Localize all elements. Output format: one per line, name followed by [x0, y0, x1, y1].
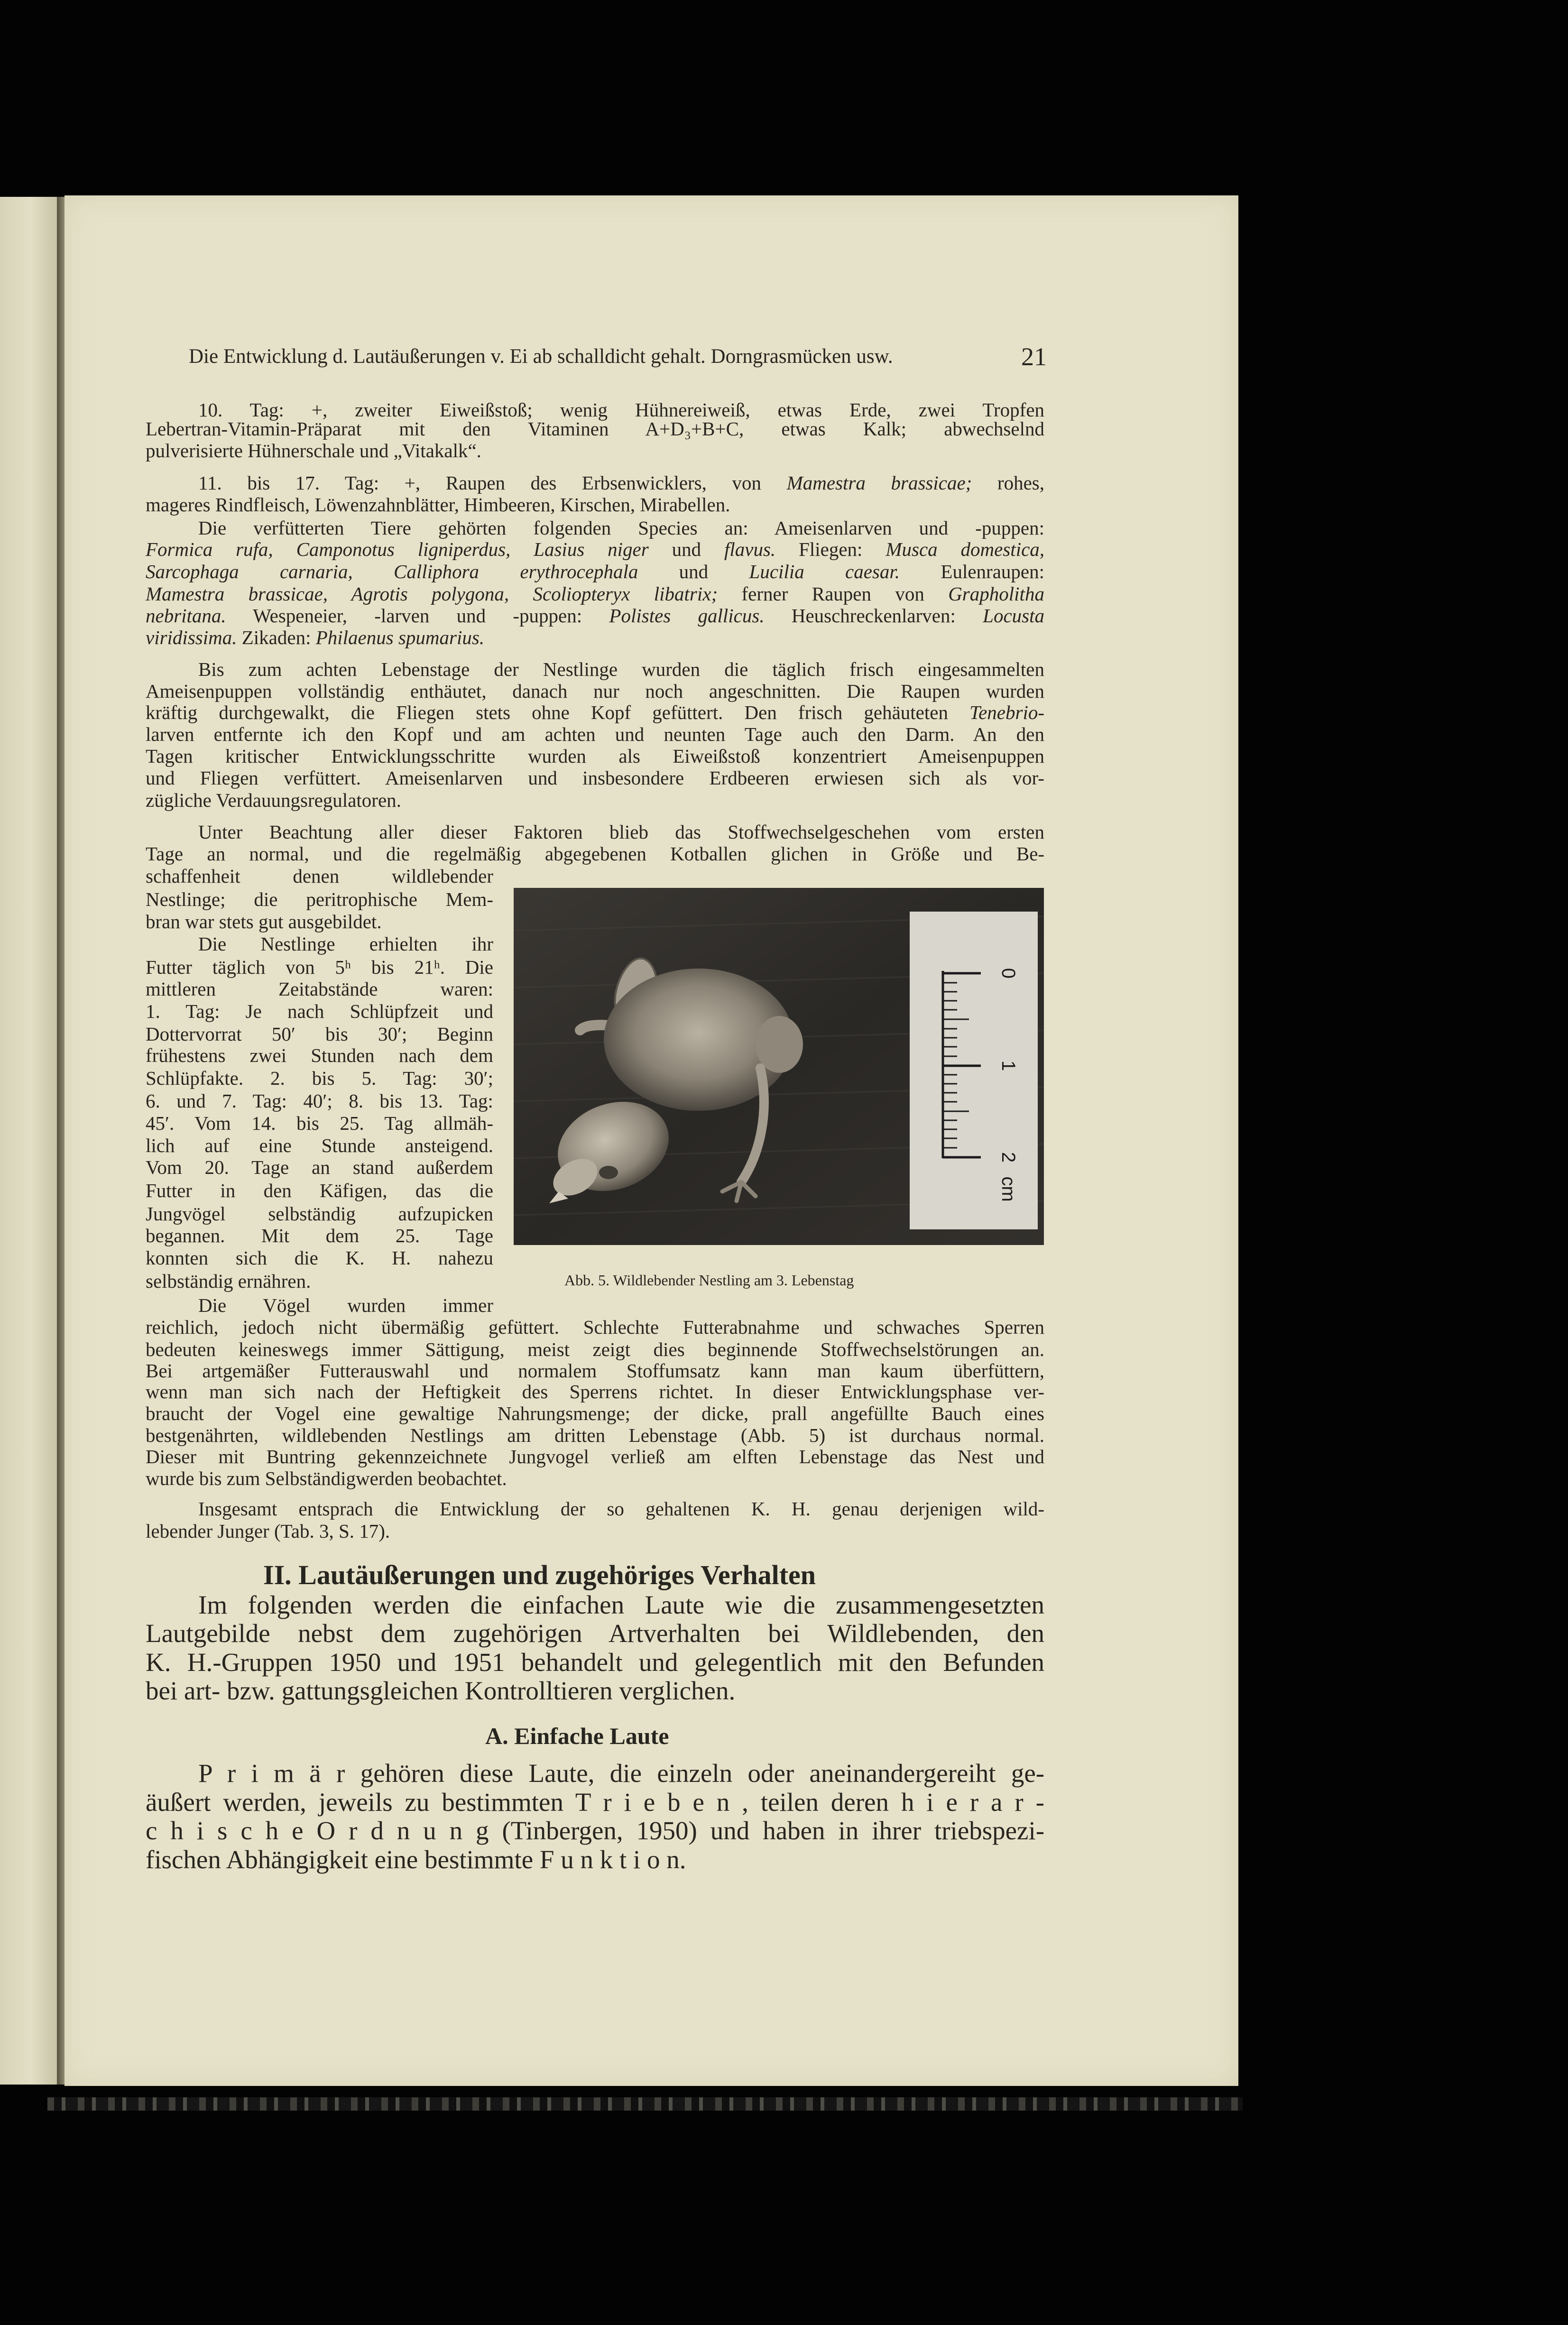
body-line [146, 540, 1044, 559]
text-run: pulverisierte Hühnerschale und „Vitakalk“. [146, 440, 481, 461]
text-run: selbständig ernähren. [146, 1270, 311, 1292]
text-run: Die Nestlinge erhielten ihr [198, 933, 493, 955]
page-number: 21 [1021, 342, 1047, 371]
body-line [146, 1272, 311, 1291]
body-line [146, 1091, 493, 1111]
body-line [146, 1002, 493, 1021]
text-run: larven entfernte ich den Kopf und am achten und neunten Tage auch den Darm. An den [146, 723, 1044, 745]
body-line [198, 473, 1044, 493]
body-line [146, 1340, 1044, 1359]
italic-text: nebritana. [146, 605, 226, 627]
body-line [146, 441, 481, 461]
text-run: Unter Beachtung aller dieser Faktoren blieb das Stoffwechselgeschehen vom ersten [198, 821, 1044, 843]
text-run: fischen Abhängigkeit eine bestimmte F u n k t i o n. [146, 1845, 686, 1874]
body-line [146, 979, 493, 999]
text-run: wenn man sich nach der Heftigkeit des Sperrens richtet. In dieser Entwicklungsphase ver- [146, 1381, 1044, 1402]
text-run: P r i m ä r gehören diese Laute, die einzeln oder aneinandergereiht ge- [198, 1759, 1045, 1788]
subsection-heading: A. Einfache Laute [485, 1723, 669, 1749]
text-run: Futter in den Käfigen, das die [146, 1180, 493, 1201]
text-run: äußert werden, jeweils zu bestimmten T r i e b e n , teilen deren h i e r a r - [146, 1788, 1044, 1817]
text-run: Nestlinge; die peritrophische Mem- [146, 888, 494, 910]
text-run: Ameisenpuppen vollständig enthäutet, danach nur noch angeschnitten. Die Raupen wurden [146, 680, 1044, 702]
body-line [146, 495, 730, 515]
previous-page-edge [0, 197, 57, 2085]
body-line [146, 584, 1044, 604]
nestling-photograph [514, 888, 1044, 1245]
body-line [146, 747, 1044, 766]
text-run: Zikaden: [237, 627, 316, 648]
text-run: Wespeneier, -larven und -puppen: [226, 605, 609, 627]
body-line [146, 1404, 1044, 1423]
section-intro-line [146, 1649, 1044, 1675]
section-intro-line [146, 1620, 1044, 1646]
text-run: kräftig durchgewalkt, die Fliegen stets ohne Kopf gefüttert. Den frisch gehäuteten [146, 701, 970, 723]
body-line [146, 1046, 493, 1065]
body-line [146, 958, 493, 977]
section-heading: II. Lautäußerungen und zugehöriges Verhalten [263, 1559, 816, 1590]
text-run: Lebertran-Vitamin-Präparat mit den Vitaminen A+D₃+B+C, etwas Kalk; abwechselnd [146, 418, 1044, 440]
text-run: und [648, 538, 724, 560]
text-run: Jungvögel selbständig aufzupicken [146, 1203, 493, 1225]
text-run: begannen. Mit dem 25. Tage [146, 1225, 493, 1246]
text-run: 1. Tag: Je nach Schlüpfzeit und [146, 1000, 494, 1022]
body-line [198, 934, 493, 954]
page-bottom-edge [47, 2097, 1243, 2111]
body-line [146, 628, 484, 647]
ruler-label-1: 1 [998, 1060, 1019, 1071]
italic-text: Grapholitha [948, 583, 1044, 605]
text-run: mageres Rindfleisch, Löwenzahnblätter, Himbeeren, Kirschen, Mirabellen. [146, 494, 730, 516]
italic-text: Philaenus spumarius. [315, 627, 485, 648]
body-line [146, 1447, 1044, 1467]
text-run: Schlüpfakte. 2. bis 5. Tag: 30′; [146, 1067, 493, 1089]
body-line [146, 1469, 507, 1488]
body-line [146, 1226, 493, 1246]
body-line [146, 867, 493, 886]
running-head: Die Entwicklung d. Lautäußerungen v. Ei ab schalldicht gehalt. Dorngrasmücken usw. [189, 345, 893, 368]
section-intro-line [198, 1592, 1044, 1618]
body-line [198, 822, 1044, 842]
text-run: c h i s c h e O r d n u n g (Tinbergen, 1950) und haben in ihrer triebspezi- [146, 1816, 1045, 1845]
text-run: Eulenraupen: [900, 561, 1044, 582]
text-run: 45′. Vom 14. bis 25. Tag allmäh- [146, 1112, 494, 1134]
text-run: wurde bis zum Selbständigwerden beobachtet. [146, 1467, 507, 1489]
italic-text: flavus. [724, 538, 776, 560]
ruler-label-0: 0 [998, 968, 1019, 979]
text-run: mittleren Zeitabstände waren: [146, 978, 493, 1000]
italic-text: Sarcophaga carnaria, Calliphora erythrocephala [146, 561, 638, 582]
text-run: Dottervorrat 50′ bis 30′; Beginn [146, 1023, 494, 1045]
ruler-label-2: 2 [998, 1152, 1019, 1163]
body-line [146, 1248, 493, 1268]
body-line [146, 912, 382, 932]
text-run: Futter täglich von 5ʰ bis 21ʰ. Die [146, 956, 494, 978]
text-run: ferner Raupen von [718, 583, 949, 605]
text-run: Im folgenden werden die einfachen Laute wie die zusammengesetzten [198, 1590, 1044, 1619]
text-run: 11. bis 17. Tag: +, Raupen des Erbsenwicklers, von [198, 472, 787, 494]
text-run: braucht der Vogel eine gewaltige Nahrungsmenge; der dicke, prall angefüllte Bauch eines [146, 1402, 1044, 1424]
body-line [146, 1181, 493, 1200]
italic-text: Mamestra brassicae; [786, 472, 972, 494]
body-line [146, 1204, 493, 1224]
text-run: Heuschreckenlarven: [764, 605, 983, 627]
italic-text: Formica rufa, Camponotus ligniperdus, Lasius niger [146, 538, 649, 560]
body-line [146, 1522, 390, 1541]
italic-text: Lucilia caesar. [749, 561, 900, 582]
ruler-label-cm: cm [998, 1176, 1019, 1202]
italic-text: Mamestra brassicae, Agrotis polygona, Scoliopteryx libatrix; [146, 583, 718, 605]
body-line [146, 682, 1044, 701]
body-line [146, 1426, 1044, 1445]
body-line [146, 725, 1044, 744]
body-line [146, 890, 493, 909]
text-run: lebender Junger (Tab. 3, S. 17). [146, 1520, 390, 1542]
subsection-line [146, 1846, 686, 1873]
body-line [146, 1114, 493, 1133]
body-line [146, 1069, 493, 1088]
text-run: konnten sich die K. H. nahezu [146, 1247, 493, 1269]
text-run: bedeuten keineswegs immer Sättigung, meist zeigt dies beginnende Stoffwechselstörungen an. [146, 1338, 1044, 1360]
body-line [198, 660, 1044, 679]
text-run: Vom 20. Tage an stand außerdem [146, 1156, 493, 1178]
body-line [146, 768, 1044, 788]
text-run: Tage an normal, und die regelmäßig abgegebenen Kotballen glichen in Größe und Be- [146, 843, 1045, 865]
section-intro-line [146, 1678, 735, 1704]
italic-text: viridissima. [146, 627, 237, 648]
italic-text: Locusta [983, 605, 1044, 627]
body-line [198, 1296, 493, 1315]
text-run: Lautgebilde nebst dem zugehörigen Artverhalten bei Wildlebenden, den [146, 1619, 1044, 1648]
body-line [146, 703, 1044, 722]
body-line [146, 419, 1044, 439]
text-run: und [638, 561, 749, 582]
text-run: Bei artgemäßer Futterauswahl und normalem Stoffumsatz kann man kaum überfüttern, [146, 1360, 1044, 1382]
body-line [146, 1158, 493, 1177]
text-run: Fliegen: [775, 538, 886, 560]
text-run: K. H.-Gruppen 1950 und 1951 behandelt und gelegentlich mit den Befunden [146, 1648, 1045, 1677]
figure-caption: Abb. 5. Wildlebender Nestling am 3. Lebenstag [564, 1272, 854, 1289]
text-run: Die verfütterten Tiere gehörten folgenden Species an: Ameisenlarven und -puppen: [198, 517, 1044, 539]
body-line [146, 562, 1044, 581]
measuring-ruler [910, 912, 1038, 1229]
text-run: Insgesamt entsprach die Entwicklung der so gehaltenen K. H. genau derjenigen wild- [198, 1498, 1045, 1520]
body-line [198, 1499, 1044, 1519]
text-run: reichlich, jedoch nicht übermäßig gefüttert. Schlechte Futterabnahme und schwaches Sperren [146, 1316, 1044, 1338]
text-run: bran war stets gut ausgebildet. [146, 911, 382, 932]
body-line [146, 606, 1044, 626]
text-run: bestgenährten, wildlebenden Nestlings am dritten Lebenstage (Abb. 5) ist durchaus normal. [146, 1424, 1044, 1446]
italic-text: Polistes gallicus. [609, 605, 765, 627]
text-run: rohes, [972, 472, 1044, 494]
body-line [198, 518, 1044, 538]
text-run: und Fliegen verfüttert. Ameisenlarven und insbesondere Erdbeeren erwiesen sich als vor- [146, 767, 1044, 789]
text-run: frühestens zwei Stunden nach dem [146, 1044, 493, 1066]
text-run: Bis zum achten Lebenstage der Nestlinge wurden die täglich frisch eingesammelten [198, 658, 1045, 680]
text-run: zügliche Verdauungsregulatoren. [146, 789, 401, 811]
body-line [146, 1382, 1044, 1402]
body-line [198, 400, 1044, 420]
text-run: lich auf eine Stunde ansteigend. [146, 1135, 493, 1156]
text-run: Dieser mit Buntring gekennzeichnete Jungvogel verließ am elften Lebenstage das Nest und [146, 1446, 1045, 1467]
subsection-line [146, 1789, 1044, 1815]
body-line [146, 1361, 1044, 1381]
body-line [146, 1136, 493, 1155]
text-run: schaffenheit denen wildlebender [146, 865, 493, 887]
text-run: Tagen kritischer Entwicklungsschritte wurden als Eiweißstoß konzentriert Ameisenpuppen [146, 745, 1045, 767]
text-run: 10. Tag: +, zweiter Eiweißstoß; wenig Hühnereiweiß, etwas Erde, zwei Tropfen [198, 399, 1045, 421]
body-line [146, 1318, 1044, 1337]
italic-text: Tenebrio- [969, 701, 1044, 723]
text-run: 6. und 7. Tag: 40′; 8. bis 13. Tag: [146, 1090, 493, 1112]
body-line [146, 791, 401, 810]
subsection-line [198, 1760, 1044, 1786]
italic-text: Musca domestica, [885, 538, 1045, 560]
subsection-line [146, 1818, 1044, 1844]
body-line [146, 844, 1044, 864]
text-run: Die Vögel wurden immer [198, 1294, 494, 1316]
text-run: bei art- bzw. gattungsgleichen Kontrolltieren verglichen. [146, 1676, 736, 1705]
body-line [146, 1024, 493, 1044]
